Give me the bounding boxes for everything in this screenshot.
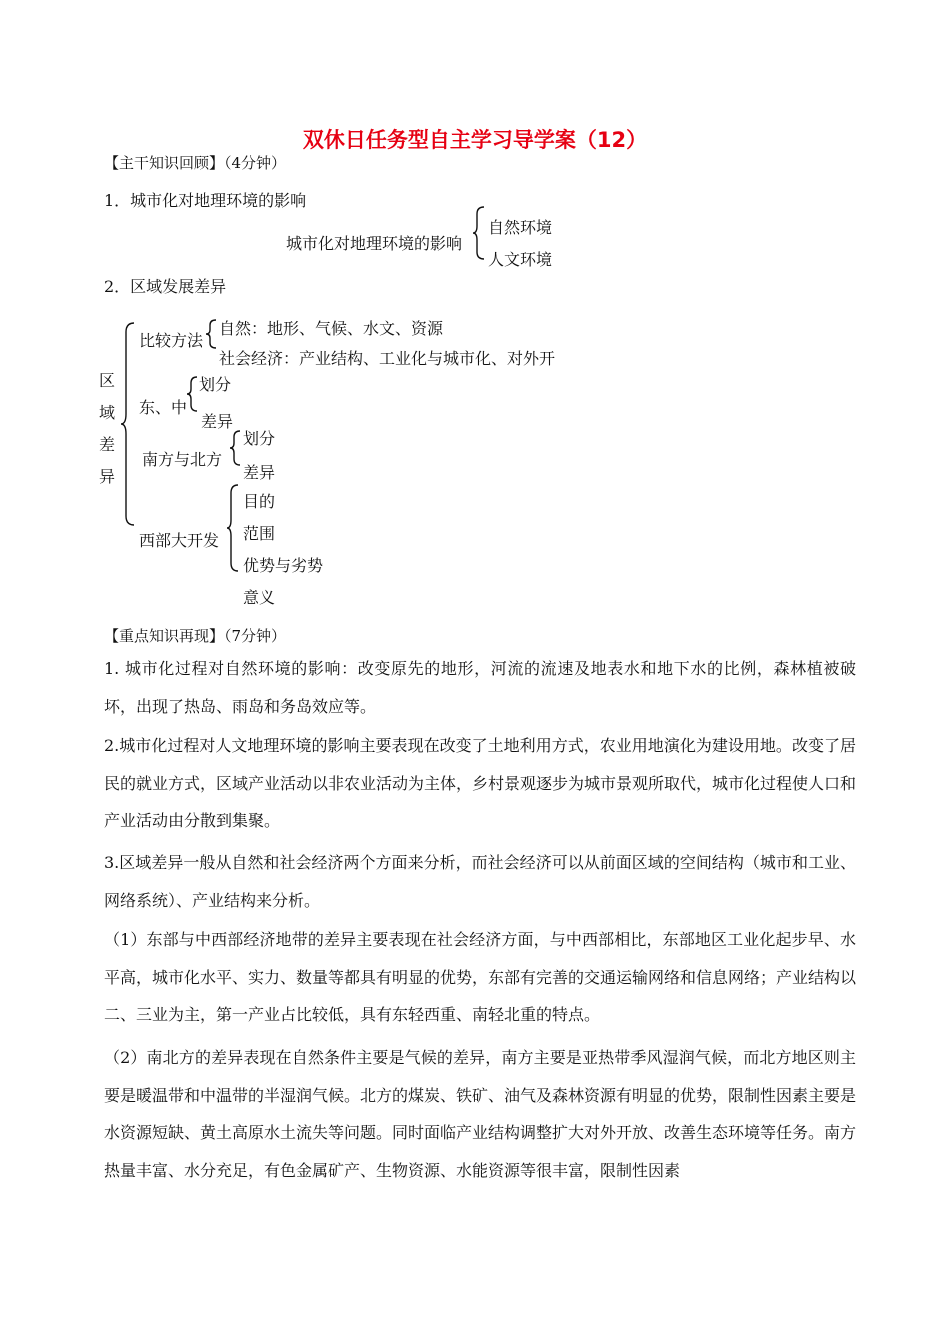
page-title: 双休日任务型自主学习导学案（12） [302,128,648,152]
compare-brace [205,319,217,349]
north-south-brace [229,430,241,466]
root-char: 区 [99,371,116,390]
east-west-sub1 [199,375,239,394]
paragraph-4: （1）东部与中西部经济地带的差异主要表现在社会经济方面，与中西部相比，东部地区工业化起步早、水平高，城市化水平、实力、数量等都具有明显的优势，东部有完善的交通运输网络和信息网络；产业结构以二、三业为主，第一产业占比较低，具有东轻西重、南轻北重的特点。 [104,930,857,1024]
section-header-key: 【重点知识再现】（7分钟） [104,627,287,645]
east-west-sub1-text: 划分 [199,375,232,394]
root-char: 异 [99,467,116,486]
root-char: 差 [99,435,116,454]
north-south-sub2-text: 差异 [243,463,276,482]
item1-branch-human: 人文环境 [488,250,553,269]
root-brace [120,322,136,526]
item1-heading: 1．城市化对地理环境的影响 [104,191,307,210]
paragraph-2: 2.城市化过程对人文地理环境的影响主要表现在改变了土地利用方式，农业用地演化为建设用地。改变了居民的就业方式，区域产业活动以非农业活动为主体，乡村景观逐步为城市景观所取代，城市化过程使人口和产业活动由分散到集聚。 [104,736,857,830]
north-south-sub1-text: 划分 [243,429,276,448]
paragraph-1: 1. 城市化过程对自然环境的影响：改变原先的地形，河流的流速及地表水和地下水的比例，森林植被破坏，出现了热岛、雨岛和务岛效应等。 [104,659,856,716]
west-dev-item: 优势与劣势 [243,556,324,575]
north-south-label: 南方与北方 [142,450,223,469]
north-south-sub2 [243,460,283,482]
item1-branch-natural: 自然环境 [488,218,553,237]
compare-natural [219,318,519,338]
east-west-sub2: 差异 [201,412,234,431]
paragraph-3: 3.区域差异一般从自然和社会经济两个方面来分析，而社会经济可以从前面区域的空间结构（城市和工业、网络系统）、产业结构来分析。 [104,853,856,910]
west-dev-label: 西部大开发 [139,531,220,550]
north-south-sub1 [243,429,283,448]
compare-natural-text: 自然：地形、气候、水文、资源 [219,319,444,338]
west-dev-item: 目的 [243,492,276,511]
east-west-brace [186,376,198,412]
west-dev-item: 意义 [243,588,276,607]
west-dev-brace [226,484,240,572]
section-header-review: 【主干知识回顾】（4分钟） [104,154,287,172]
item1-brace [472,206,486,260]
compare-label: 比较方法 [139,331,204,350]
east-west-label: 东、中 [139,398,188,417]
root-char: 域 [99,403,116,422]
item2-heading: 2．区域发展差异 [104,277,227,296]
paragraph-5: （2）南北方的差异表现在自然条件主要是气候的差异，南方主要是亚热带季风湿润气候，而北方地区则主要是暖温带和中温带的半湿润气候。北方的煤炭、铁矿、油气及森林资源有明显的优势，限制性因素主要是水资源短缺、黄土高原水土流失等问题。同时面临产业结构调整扩大对外开放、改善生态环境等任务。南方热量丰富、水分充足，有色金属矿产、生物资源、水能资源等很丰富，限制性因素 [104,1048,857,1180]
west-dev-item: 范围 [243,524,276,543]
compare-social: 社会经济：产业结构、工业化与城市化、对外开 [219,349,556,368]
item1-center-label: 城市化对地理环境的影响 [286,234,463,253]
